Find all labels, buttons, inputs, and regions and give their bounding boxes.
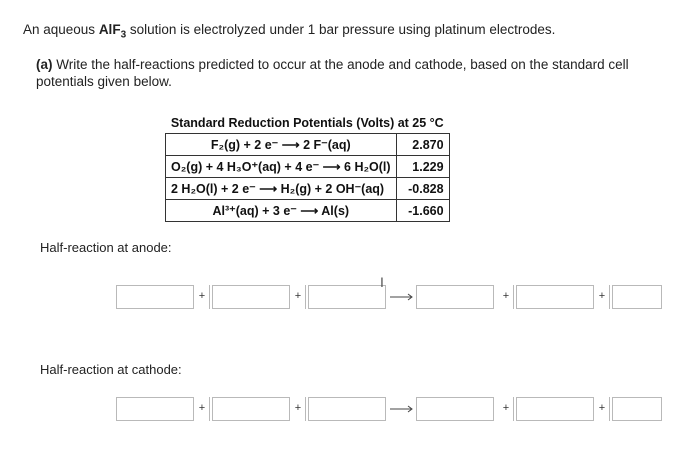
table-row xyxy=(166,200,450,222)
divider xyxy=(513,285,514,309)
compound-sub: 3 xyxy=(120,29,127,41)
cathode-reactant-1-input[interactable] xyxy=(116,397,194,421)
potential-cell: -1.660 xyxy=(396,200,449,222)
potential-cell: 1.229 xyxy=(396,156,449,178)
reaction-cell: O₂(g) + 4 H₃O⁺(aq) + 4 e⁻ ⟶ 6 H₂O(l) xyxy=(166,156,397,178)
reduction-potentials-table xyxy=(165,111,450,222)
reaction-arrow-icon xyxy=(390,404,414,414)
divider xyxy=(513,397,514,421)
compound-main: AlF xyxy=(98,22,121,37)
cathode-product-2-input[interactable] xyxy=(516,397,594,421)
plus-sign: + xyxy=(294,290,302,302)
anode-reactant-3-input[interactable] xyxy=(308,285,386,309)
plus-sign: + xyxy=(598,402,606,414)
plus-sign: + xyxy=(598,290,606,302)
table-row xyxy=(166,156,450,178)
table-row xyxy=(166,178,450,200)
reaction-cell: 2 H₂O(l) + 2 e⁻ ⟶ H₂(g) + 2 OH⁻(aq) xyxy=(166,178,397,200)
plus-sign: + xyxy=(198,402,206,414)
reaction-arrow-icon xyxy=(390,292,414,302)
potential-cell: 2.870 xyxy=(396,134,449,156)
intro-after: solution is electrolyzed under 1 bar pressure using platinum electrodes. xyxy=(126,22,556,37)
part-label: (a) xyxy=(36,57,53,72)
plus-sign: + xyxy=(294,402,302,414)
intro-before: An aqueous xyxy=(23,22,99,37)
anode-product-3-input[interactable] xyxy=(612,285,662,309)
anode-label: Half-reaction at anode: xyxy=(40,240,172,255)
divider xyxy=(209,397,210,421)
plus-sign: + xyxy=(502,402,510,414)
reaction-cell: Al³⁺(aq) + 3 e⁻ ⟶ Al(s) xyxy=(166,200,397,222)
cathode-reactant-3-input[interactable] xyxy=(308,397,386,421)
divider xyxy=(305,397,306,421)
divider xyxy=(609,285,610,309)
anode-reactant-2-input[interactable] xyxy=(212,285,290,309)
part-a-prompt xyxy=(36,56,636,90)
text-cursor-icon: I xyxy=(380,274,384,290)
reaction-cell: F₂(g) + 2 e⁻ ⟶ 2 F⁻(aq) xyxy=(166,134,397,156)
compound xyxy=(98,22,127,41)
cathode-reactant-2-input[interactable] xyxy=(212,397,290,421)
cathode-label: Half-reaction at cathode: xyxy=(40,362,182,377)
part-text: Write the half-reactions predicted to occur at the anode and cathode, based on the standard cell potentials given below. xyxy=(36,57,629,89)
cathode-product-3-input[interactable] xyxy=(612,397,662,421)
divider xyxy=(609,397,610,421)
table-header: Standard Reduction Potentials (Volts) at 25 °C xyxy=(170,115,444,130)
potential-cell: -0.828 xyxy=(396,178,449,200)
anode-reactant-1-input[interactable] xyxy=(116,285,194,309)
divider xyxy=(305,285,306,309)
plus-sign: + xyxy=(198,290,206,302)
anode-product-1-input[interactable] xyxy=(416,285,494,309)
anode-product-2-input[interactable] xyxy=(516,285,594,309)
table-row xyxy=(166,134,450,156)
question-intro xyxy=(23,21,555,44)
divider xyxy=(209,285,210,309)
cathode-product-1-input[interactable] xyxy=(416,397,494,421)
plus-sign: + xyxy=(502,290,510,302)
